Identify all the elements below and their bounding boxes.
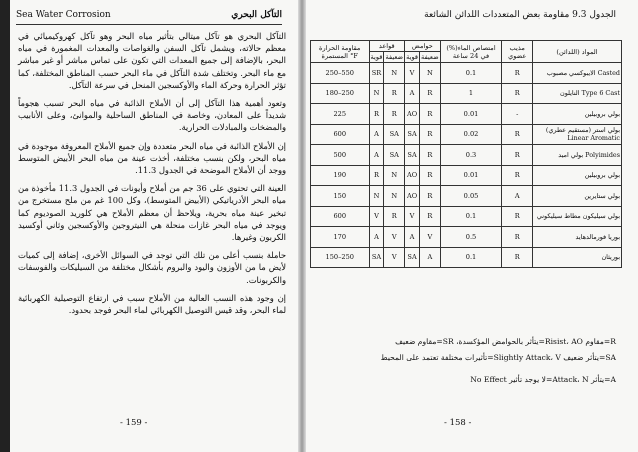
value-cell: SA	[405, 145, 420, 166]
value-cell: 170	[311, 227, 370, 248]
value-cell: R	[502, 227, 533, 248]
header-english: Sea Water Corrosion	[16, 10, 111, 20]
value-cell: 225	[311, 104, 370, 125]
body-text	[18, 30, 286, 322]
value-cell: 0.1	[440, 247, 502, 268]
value-cell: R	[420, 83, 441, 104]
value-cell: R	[502, 124, 533, 145]
value-cell: N	[384, 165, 405, 186]
value-cell: R	[502, 206, 533, 227]
material-cell: بولي بروبيلين	[533, 104, 622, 125]
acids-group-header: حوامض	[405, 41, 441, 52]
header-rule	[16, 24, 282, 25]
value-cell: 250–550	[311, 63, 370, 84]
col-temp-header: مقاومة الحرارة المستمرة °F	[311, 41, 370, 63]
value-cell: 190	[311, 165, 370, 186]
value-cell: A	[369, 145, 384, 166]
value-cell: R	[384, 104, 405, 125]
header-arabic: التآكل البحري	[231, 10, 282, 20]
material-cell: بولي سيليكون مطاط سيليكوني	[533, 206, 622, 227]
value-cell: SA	[384, 145, 405, 166]
col-base-weak: ضعيفة	[385, 53, 404, 61]
paragraph: التآكل البحري هو تآكل ميتالي بتأثير مياه البحر وهو تآكل كهروكيميائي في معظم حالاته، ويشمل تآكل السفن والغواصات والمعدات المغمورة في مياه البحر، بالإضافة إلى جميع المعدات التي تكون على تماس مباشر أو غير مباشر مع ماء البحر. وتختلف شدة التآكل في ماء البحر حسب المناطق المختلفة، كما تؤثر الحرارة وحركة الماء والأوكسجين المنحل في سرعة التآكل.	[18, 31, 286, 90]
value-cell: R	[369, 104, 384, 125]
value-cell: R	[420, 124, 441, 145]
table-row	[311, 165, 622, 186]
value-cell: V	[420, 227, 441, 248]
value-cell: SA	[369, 247, 384, 268]
col-acid-weak: ضعيفة	[421, 53, 439, 61]
value-cell: 150–250	[311, 247, 370, 268]
value-cell: R	[502, 63, 533, 84]
bases-group-header: قواعد	[369, 41, 405, 52]
material-cell: بولي ستايرين	[533, 186, 622, 207]
table-row	[311, 206, 622, 227]
material-cell: بولي بروبيلين	[533, 165, 622, 186]
value-cell: SA	[384, 124, 405, 145]
value-cell: A	[369, 227, 384, 248]
material-cell: بوريا فورمالدهايد	[533, 227, 622, 248]
value-cell: AO	[405, 104, 420, 125]
value-cell: R	[420, 165, 441, 186]
value-cell: R	[502, 83, 533, 104]
value-cell: R	[502, 165, 533, 186]
value-cell: 150	[311, 186, 370, 207]
value-cell: 500	[311, 145, 370, 166]
table-caption: الجدول 9.3 مقاومة بعض المتعددات اللدائن الشائعة	[424, 10, 616, 20]
value-cell: R	[384, 83, 405, 104]
value-cell: AO	[405, 186, 420, 207]
value-cell: A	[502, 186, 533, 207]
page-number: - 159 -	[120, 418, 148, 428]
value-cell: 0.05	[440, 186, 502, 207]
col-water-header: امتصاص الماء(%) في 24 ساعة	[440, 41, 502, 63]
value-cell: 0.1	[440, 206, 502, 227]
paragraph: العينة التي تحتوي على 36 جم من أملاح وأيونات في الجدول 11.3 مأخوذة من مياه البحر الأدرياتيكي (الأبيض المتوسط)، وكل 100 غم من ملح مستخرج من تبخير عينة مياه بحرية، ويلاحظ أن معظم الأملاح هي كلوريد الصوديوم كما ويوجد في مياه البحر غازات منحلة هي النيتروجين والأوكسجين وثاني أوكسيد الكربون وغيرها.	[18, 183, 286, 243]
value-cell: -	[502, 104, 533, 125]
value-cell: A	[405, 83, 420, 104]
left-page	[0, 0, 300, 452]
resistance-table	[310, 40, 622, 268]
material-cell: بولي استر (مستقيم عطري) Linear Aromatic	[533, 124, 622, 145]
value-cell: 0.01	[440, 104, 502, 125]
value-cell: 600	[311, 124, 370, 145]
table-row	[311, 63, 622, 84]
left-page-header	[16, 10, 282, 20]
right-page	[304, 0, 638, 452]
value-cell: SA	[405, 247, 420, 268]
table-row	[311, 247, 622, 268]
col-solvent-header: مذيب عضوي	[502, 41, 533, 63]
value-cell: V	[369, 206, 384, 227]
table-row	[311, 104, 622, 125]
value-cell: 0.1	[440, 63, 502, 84]
value-cell: R	[420, 145, 441, 166]
value-cell: AO	[405, 165, 420, 186]
value-cell: V	[384, 247, 405, 268]
col-base-strong: قوية	[370, 53, 383, 61]
value-cell: V	[405, 206, 420, 227]
legend-line: A=يتأثر Attack، N=لا يوجد تأثير No Effect	[470, 375, 616, 384]
paragraph: حاملة بنسب أعلى من تلك التي توجد في السوائل الأخرى، إضافة إلى كميات لأيض ما من الأوزون واليود والبروم بأشكال مختلفة من السيليكات والفوسفات والكربونات.	[18, 250, 286, 285]
table-row	[311, 145, 622, 166]
table-row	[311, 83, 622, 104]
value-cell: 0.02	[440, 124, 502, 145]
value-cell: A	[405, 227, 420, 248]
paragraph: وتعود أهمية هذا التآكل إلى أن الأملاح الذائبة في مياه البحر تسبب هجوماً شديداً على المعادن، وخاصة في المناطق الساحلية والموانئ، وعلى الأنابيب والمضخات والمبادلات الحرارية.	[18, 98, 286, 133]
value-cell: 1	[440, 83, 502, 104]
table-row	[311, 186, 622, 207]
material-cell: بولي اميد Polyimides	[533, 145, 622, 166]
value-cell: N	[384, 63, 405, 84]
value-cell: R	[384, 206, 405, 227]
value-cell: N	[369, 186, 384, 207]
value-cell: N	[420, 63, 441, 84]
value-cell: 180–250	[311, 83, 370, 104]
table-row	[311, 227, 622, 248]
value-cell: V	[405, 63, 420, 84]
value-cell: N	[369, 83, 384, 104]
value-cell: SA	[405, 124, 420, 145]
value-cell: R	[502, 247, 533, 268]
value-cell: R	[420, 104, 441, 125]
legend-line: R=مقاوم Risist، AO=يتأثر بالحوامض المؤكسدة، SR=مقاوم ضعيف	[395, 337, 616, 346]
paragraph: إن الأملاح الذائبة في مياه البحر متعددة وإن جميع الأملاح المعروفة موجودة في مياه البحر، ولكن بنسب مختلفة، أخذت عينة من مياه البحر الأبيض المتوسط ووجد أن الأملاح الموضحة في الجدول 11.3.	[18, 140, 286, 176]
value-cell: R	[420, 206, 441, 227]
value-cell: A	[369, 124, 384, 145]
value-cell: 0.3	[440, 145, 502, 166]
table-body	[311, 63, 622, 268]
page-number: - 158 -	[444, 418, 472, 428]
value-cell: 600	[311, 206, 370, 227]
material-cell: النايلون Type 6 Cast	[533, 83, 622, 104]
value-cell: SR	[369, 63, 384, 84]
col-material-header: المواد (اللدائن)	[533, 41, 622, 63]
value-cell: R	[420, 186, 441, 207]
value-cell: 0.01	[440, 165, 502, 186]
value-cell: 0.5	[440, 227, 502, 248]
material-cell: بوريثان	[533, 247, 622, 268]
value-cell: N	[384, 186, 405, 207]
material-cell: الايبوكسي مصبوب Casted	[533, 63, 622, 84]
value-cell: R	[369, 165, 384, 186]
value-cell: V	[384, 227, 405, 248]
col-acid-strong: قوية	[406, 53, 419, 61]
value-cell: R	[502, 145, 533, 166]
value-cell: A	[420, 247, 441, 268]
table-row	[311, 124, 622, 145]
legend-line: SA=يتأثر ضعيف Slightly Attack، V=تأثيرات مختلفة تعتمد على المحيط	[380, 353, 616, 362]
paragraph: إن وجود هذه النسب العالية من الأملاح سبب في ارتفاع التوصيلية الكهربائية لماء البحر، وقد قيس التوصيل الكهربائي لماء البحر فوجد بحدود.	[18, 292, 286, 316]
